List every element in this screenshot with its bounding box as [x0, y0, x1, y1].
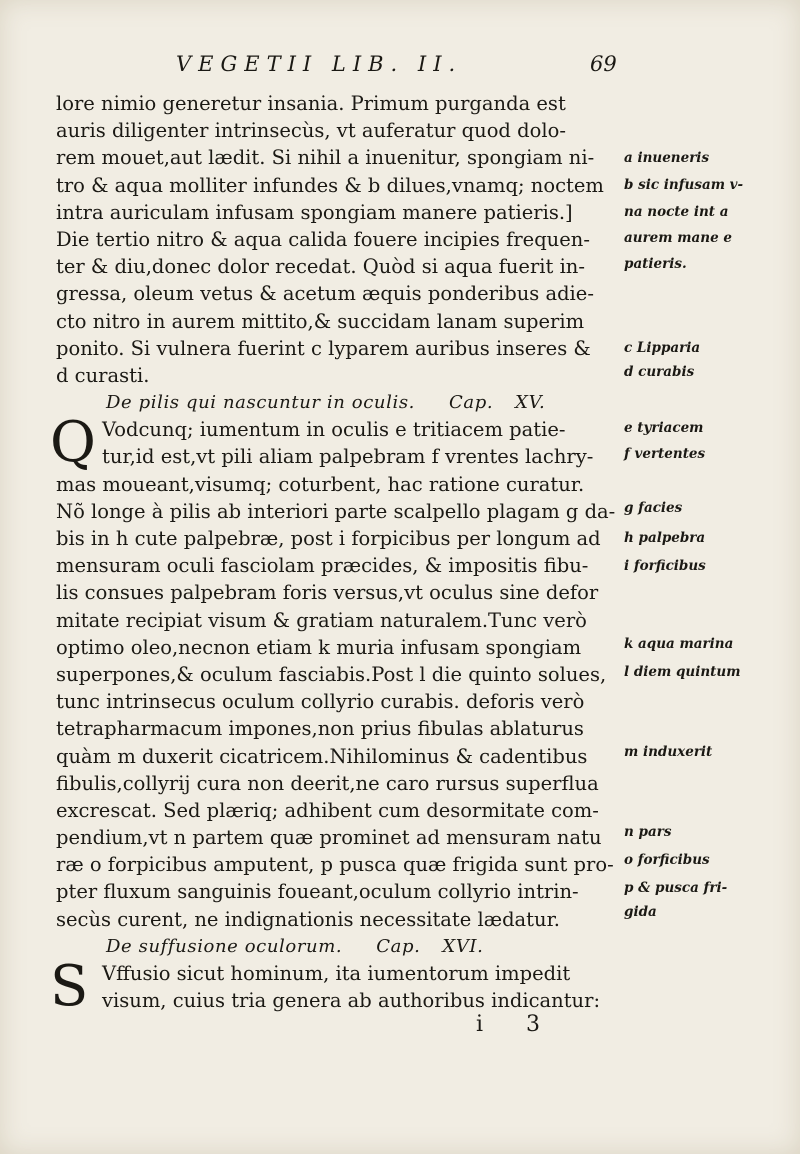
text-line: ter & diu,donec dolor recedat. Quòd si aqua fuerit in-: [56, 255, 585, 279]
text-line: bis in h cute palpebræ, post i forpicibus per longum ad: [56, 527, 601, 550]
margin-note: d curabis: [624, 364, 695, 380]
chapter-title: De suffusione oculorum.: [106, 935, 343, 957]
chapter-number: XVI.: [442, 935, 484, 957]
margin-note: a inueneris: [624, 150, 710, 166]
text-line: Die tertio nitro & aqua calida fouere incipies frequen-: [56, 227, 590, 251]
chapter-heading-15: [56, 389, 616, 416]
text-line: tur,id est,vt pili aliam palpebram f vrentes lachry-: [102, 445, 594, 469]
text-line: secùs curent, ne indignationis necessitate lædatur.: [56, 907, 560, 931]
text-line: pter fluxum sanguinis foueant,oculum collyrio intrin-: [56, 880, 579, 904]
text-line: lis consues palpebram foris versus,vt oculus sine defor: [56, 581, 599, 605]
drop-capital: S: [50, 954, 89, 1019]
text-line: tetrapharmacum impones,non prius fibulas ablaturus: [56, 717, 584, 741]
chapter-number: XV.: [515, 392, 546, 414]
text-line: visum, cuius tria genera ab authoribus indicantur:: [102, 989, 601, 1013]
text-line: lore nimio generetur insania. Primum purganda est: [56, 92, 566, 115]
signature-text: i 3: [476, 1012, 559, 1037]
text-line: mensuram oculi fasciolam præcides, & impositis fibu-: [56, 554, 589, 578]
chapter-16-opening: [50, 954, 616, 1019]
text-line: Nõ longe à pilis ab interiori parte scalpello plagam g da-: [56, 499, 616, 523]
text-line: optimo oleo,necnon etiam k muria infusam spongiam: [56, 635, 582, 659]
text-line: quàm m duxerit cicatricem.Nihilominus & cadentibus: [56, 744, 588, 768]
margin-note: patieris.: [624, 256, 687, 272]
text-line: excrescat. Sed plæriq; adhibent cum desormitate com-: [56, 798, 599, 822]
text-line: mas moueant,visumq; coturbent, hac ratione curatur.: [56, 472, 585, 496]
margin-note: g facies: [624, 500, 683, 516]
page-number: 69: [590, 52, 617, 76]
chapter-cap-label: Cap.: [449, 392, 494, 414]
chapter-cap-label: Cap.: [376, 935, 421, 957]
chapter-15-opening: [50, 410, 616, 476]
text-line: d curasti.: [56, 363, 150, 387]
text-line: Vodcunq; iumentum in oculis e tritiacem patie-: [102, 418, 566, 442]
margin-note: n pars: [624, 824, 672, 840]
running-head: VEGETII LIB. II.: [176, 52, 463, 76]
margin-note: m induxerit: [624, 744, 713, 760]
margin-note: aurem mane e: [624, 230, 732, 246]
page-header: [0, 52, 800, 84]
text-line: fibulis,collyrij cura non deerit,ne caro rursus superflua: [56, 771, 599, 795]
margin-note: f vertentes: [624, 446, 706, 462]
text-line: tro & aqua molliter infundes & b dilues,vnamq; noctem: [56, 173, 604, 197]
margin-note: b sic infusam v-: [624, 177, 744, 193]
margin-note: h palpebra: [624, 530, 706, 546]
chapter-heading-16: [56, 933, 616, 960]
margin-note: i forficibus: [624, 558, 706, 574]
text-line: pendium,vt n partem quæ prominet ad mensuram natu: [56, 826, 602, 850]
text-line: cto nitro in aurem mittito,& succidam lanam superim: [56, 309, 585, 333]
margin-note: na nocte int a: [624, 204, 729, 220]
text-line: ræ o forpicibus amputent, p pusca quæ frigida sunt pro-: [56, 853, 614, 877]
margin-note: l diem quintum: [624, 664, 741, 680]
text-line: superpones,& oculum fasciabis.Post l die quinto solues,: [56, 662, 607, 686]
drop-capital: Q: [50, 410, 96, 476]
margin-note: gida: [624, 904, 657, 920]
text-line: tunc intrinsecus oculum collyrio curabis. deforis verò: [56, 690, 585, 714]
text-line: gressa, oleum vetus & acetum æquis ponderibus adie-: [56, 282, 594, 306]
signature-mark: [0, 1012, 800, 1042]
text-line: Vffusio sicut hominum, ita iumentorum impedit: [102, 962, 571, 985]
chapter-title: De pilis qui nascuntur in oculis.: [106, 392, 415, 414]
text-line: mitate recipiat visum & gratiam naturalem.Tunc verò: [56, 608, 587, 632]
margin-note: o forficibus: [624, 852, 710, 868]
text-line: rem mouet,aut lædit. Si nihil a inuenitur, spongiam ni-: [56, 146, 595, 170]
margin-note: p & pusca fri-: [624, 880, 728, 896]
margin-note: c Lipparia: [624, 340, 701, 356]
text-line: intra auriculam infusam spongiam manere patieris.]: [56, 200, 573, 224]
text-line: auris diligenter intrinsecùs, vt auferatur quod dolo-: [56, 119, 566, 143]
margin-note: e tyriacem: [624, 420, 704, 436]
margin-note: k aqua marina: [624, 636, 734, 652]
text-line: ponito. Si vulnera fuerint c lyparem auribus inseres &: [56, 336, 591, 360]
main-text-column: [50, 90, 616, 1019]
